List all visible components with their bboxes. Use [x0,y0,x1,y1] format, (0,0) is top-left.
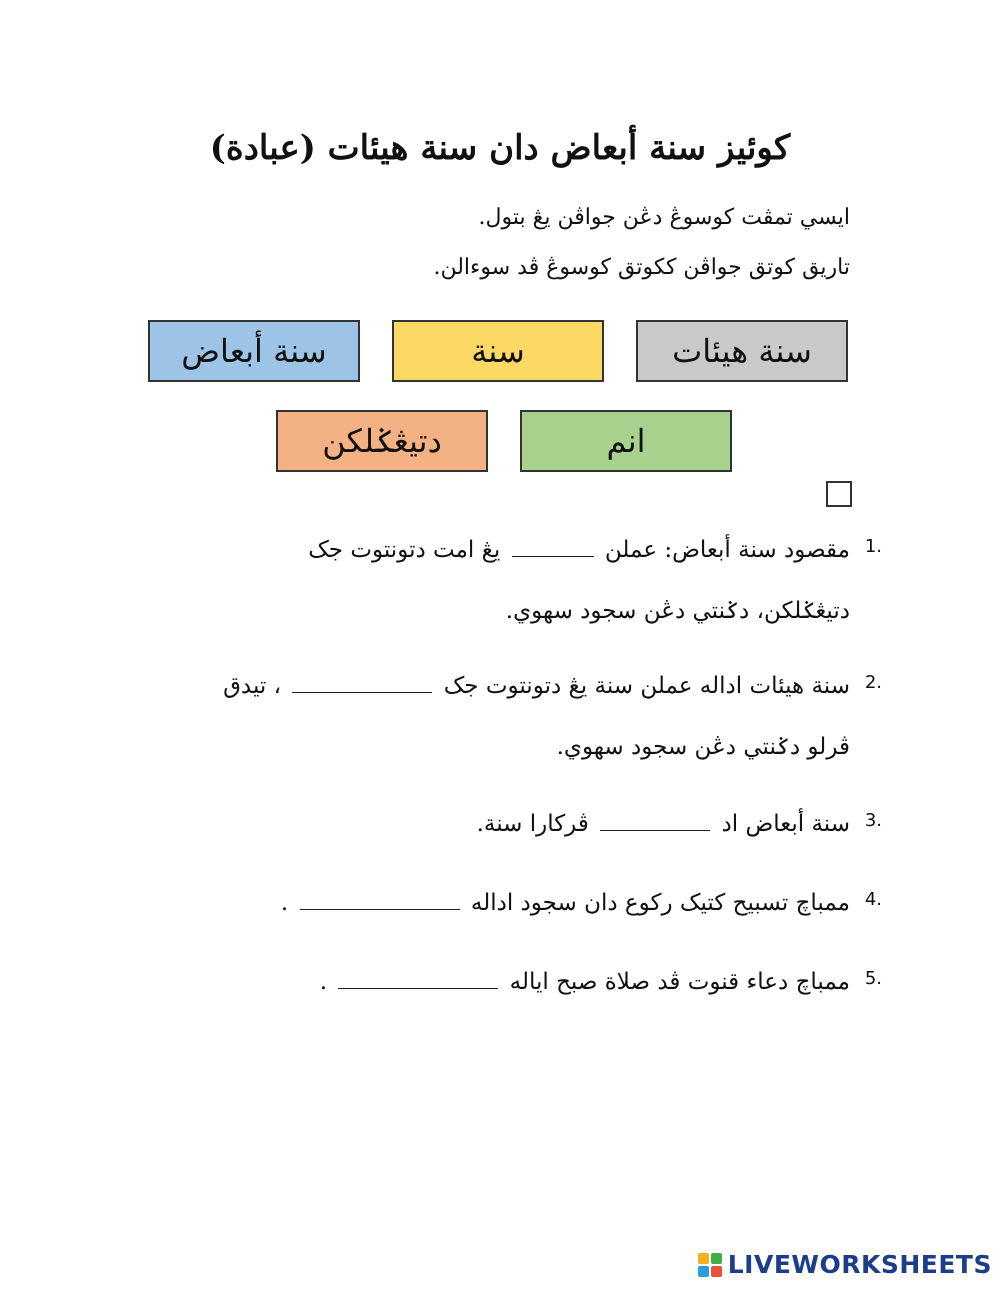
answer-blank-5[interactable] [338,966,498,989]
answer-blank-3[interactable] [600,808,710,831]
liveworksheets-brand [698,1250,992,1279]
answer-chip-enam[interactable]: انم [520,410,732,472]
question-number: 5. [864,968,882,989]
answer-blank-2[interactable] [292,670,432,693]
instruction-line-1: ايسي تمڤت كوسوڠ دڠن جواڤن يڠ بتول. [478,205,850,230]
liveworksheets-logo-icon [698,1253,722,1277]
answer-blank-4[interactable] [300,887,460,910]
question-text: دتيڠݢلكن، دݢنتي دڠن سجود سهوي. [505,598,850,624]
question-4 [160,887,882,949]
question-number: 2. [864,672,882,693]
question-1 [160,534,882,658]
question-text: سنة أبعاض اد [721,811,850,837]
checkbox[interactable] [826,481,852,507]
question-number: 1. [864,536,882,557]
question-5 [160,966,882,1028]
question-text: ممباچ تسبيح كتيک ركوع دان سجود اداله [470,890,850,916]
question-text: . [319,969,327,995]
instruction-line-2: تاريق كوتق جواڤن ككوتق كوسوڠ ڤد سوءالن. [433,255,850,280]
question-text: ڤرلو دݢنتي دڠن سجود سهوي. [556,734,850,760]
question-number: 3. [864,810,882,831]
worksheet-title: كوئيز سنة أبعاض دان سنة هيئات (عبادة) [209,128,791,168]
answer-chip-sunnah-haiat[interactable]: سنة هيئات [636,320,848,382]
question-3 [160,808,882,870]
answer-blank-1[interactable] [512,534,594,557]
question-2 [160,670,882,794]
question-text: مقصود سنة أبعاض: عملن [604,537,850,563]
question-text: يڠ امت دتونتوت جک [308,537,501,563]
answer-chip-sunnah-abaad[interactable]: سنة أبعاض [148,320,360,382]
answer-chip-sunnah[interactable]: سنة [392,320,604,382]
question-text: سنة هيئات اداله عملن سنة يڠ دتونتوت جک [443,673,850,699]
brand-name: LIVEWORKSHEETS [727,1250,992,1279]
question-text: ڤركارا سنة. [476,811,589,837]
question-number: 4. [864,889,882,910]
question-text: ، تيدق [223,673,282,699]
answer-chip-ditinggalkan[interactable]: دتيڠݢلكن [276,410,488,472]
question-text: ممباچ دعاء قنوت ڤد صلاة صبح اياله [509,969,850,995]
question-text: . [280,890,289,916]
